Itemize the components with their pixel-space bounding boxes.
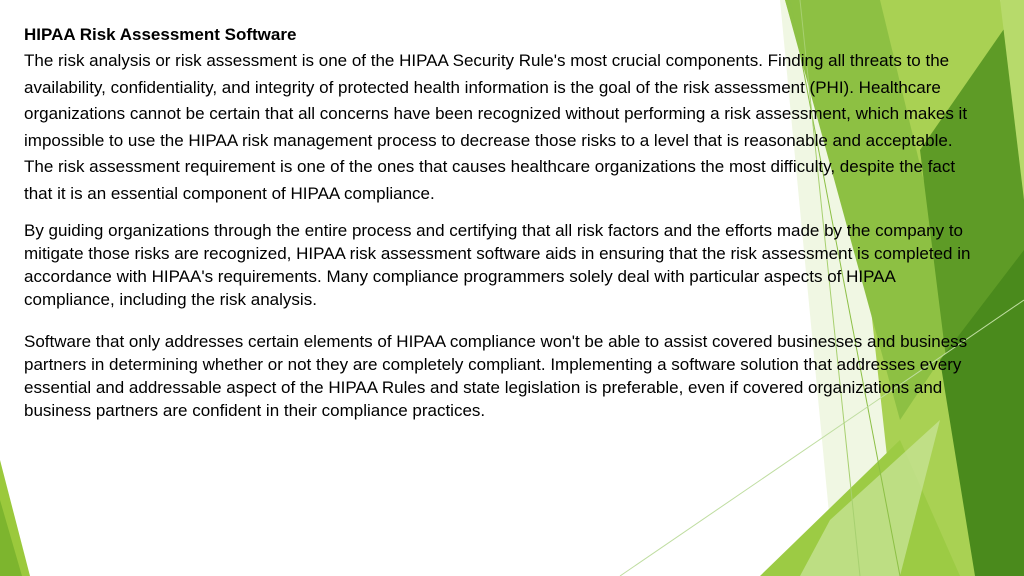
paragraph-2: By guiding organizations through the entire process and certifying that all risk factors and the efforts made by the company to mitigate those risks are recognized, HIPAA risk assessment software aids in ensuring that the risk assessment is completed in accordance with HIPAA's requirements. Many compliance programmers solely deal with particular aspects of HIPAA compliance, including the risk analysis. xyxy=(24,221,971,309)
paragraph-1: The risk analysis or risk assessment is one of the HIPAA Security Rule's most crucial components. Finding all threats to the availability, confidentiality, and integrity of protected health information is the goal of the risk assessment (PHI). Healthcare organizations cannot be certain that all concerns have been recognized without performing a risk assessment, which makes it impossible to use the HIPAA risk management process to decrease those risks to a level that is reasonable and acceptable. The risk assessment requirement is one of the ones that causes healthcare organizations the most difficulty, despite the fact that it is an essential component of HIPAA compliance. xyxy=(24,51,968,203)
paragraph-3: Software that only addresses certain elements of HIPAA compliance won't be able to assist covered businesses and business partners in determining whether or not they are completely compliant. Implementing a software solution that addresses every essential and addressable aspect of the HIPAA Rules and state legislation is preferable, even if covered organizations and business partners are confident in their compliance practices. xyxy=(24,332,968,420)
slide-content xyxy=(24,22,984,422)
slide-title: HIPAA Risk Assessment Software xyxy=(24,25,297,44)
